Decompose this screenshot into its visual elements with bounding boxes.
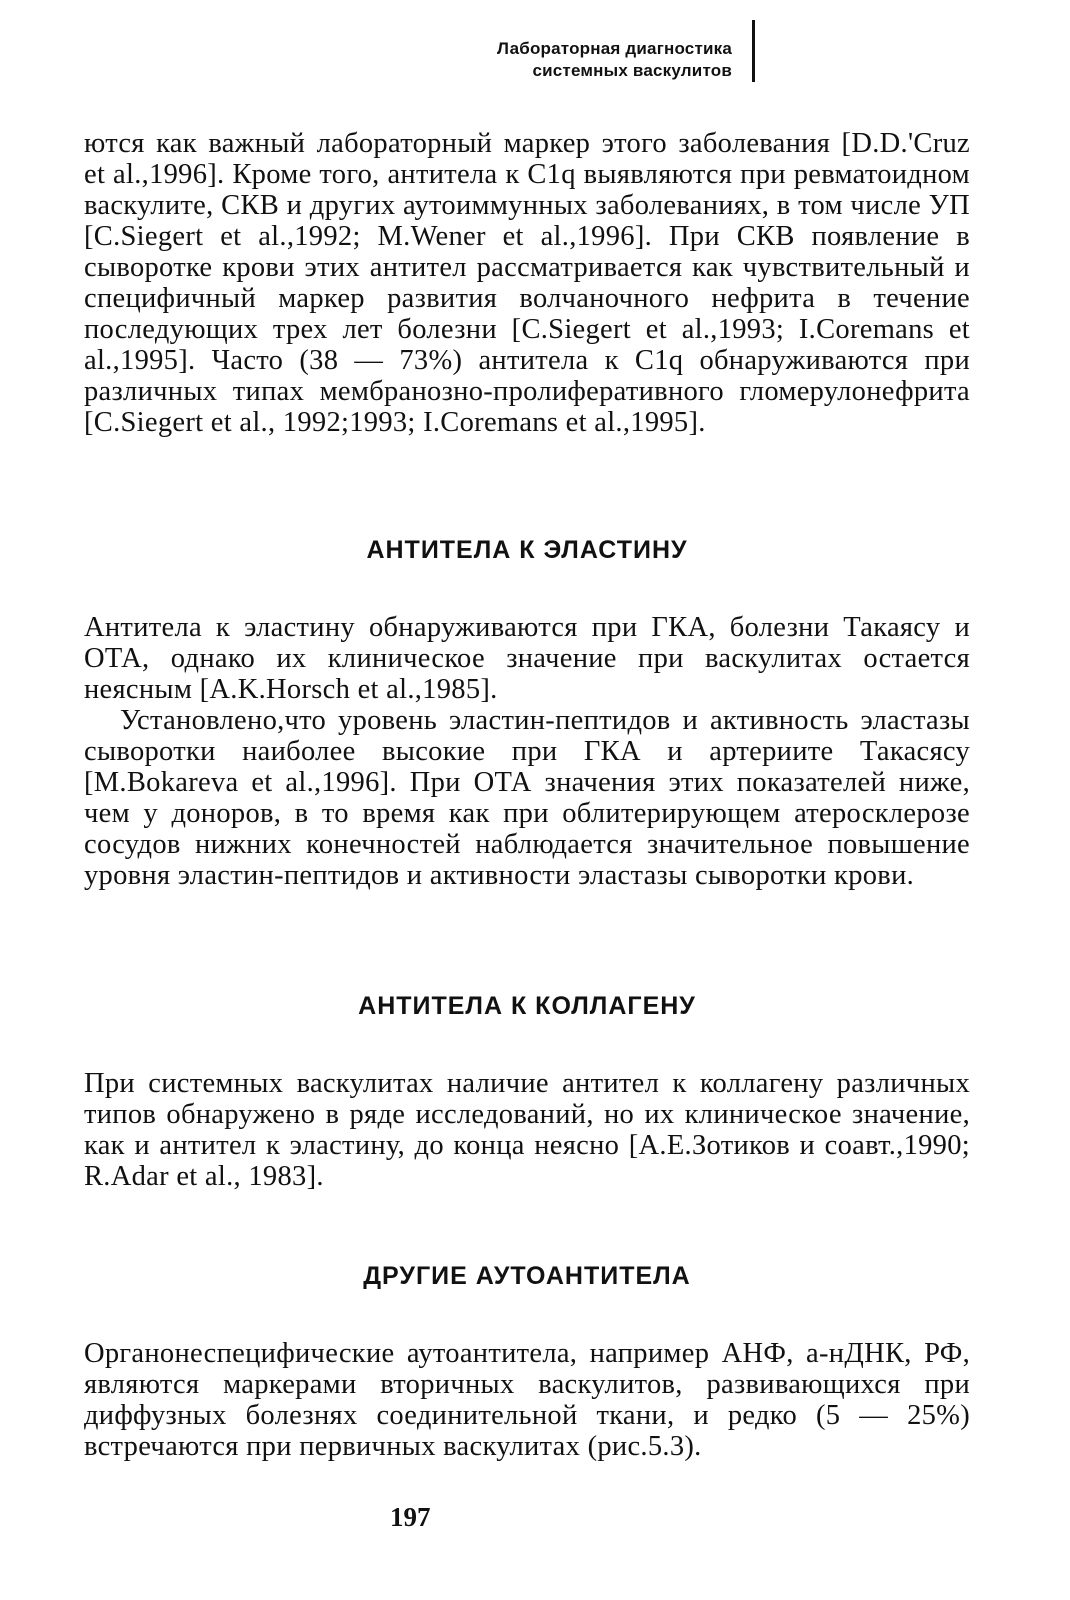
- section-heading-elastin: АНТИТЕЛА К ЭЛАСТИНУ: [366, 536, 688, 564]
- elastin-paragraph-1: Антитела к эластину обнаруживаются при ГКА, болезни Такаясу и ОТА, однако их клиническое значение при васкулитах остается неясным [A.K.Horsch et al.,1985].: [84, 612, 970, 705]
- intro-paragraph: ются как важный лабораторный маркер этого заболевания [D.D.'Cruz et al.,1996]. Кроме того, антитела к С1q выявляются при ревматоидном васкулите, СКВ и других аутоиммунных заболеваниях, в том числе УП [C.Siegert et al.,1992; M.Wener et al.,1996]. При СКВ появление в сыворотке крови этих антител рассматривается как чувствительный и специфичный маркер развития волчаночного нефрита в течение последующих трех лет болезни [C.Siegert et al.,1993; I.Coremans et al.,1995]. Часто (38 — 73%) антитела к С1q обнаруживаются при различных типах мембранозно-пролиферативного гломерулонефрита [C.Siegert et al., 1992;1993; I.Coremans et al.,1995].: [84, 128, 970, 438]
- other-paragraph-1: Органонеспецифические аутоантитела, например АНФ, а-нДНК, РФ, являются маркерами вторичных васкулитов, развивающихся при диффузных болезнях соединительной ткани, и редко (5 — 25%) встречаются при первичных васкулитах (рис.5.3).: [84, 1338, 970, 1462]
- section-heading-other: ДРУГИЕ АУТОАНТИТЕЛА: [363, 1262, 691, 1290]
- collagen-paragraph-1: При системных васкулитах наличие антител к коллагену различных типов обнаружено в ряде исследований, но их клиническое значение, как и антител к эластину, до конца неясно [А.Е.Зотиков и соавт.,1990; R.Adar et al., 1983].: [84, 1068, 970, 1192]
- running-head-line-1: Лабораторная диагностика: [497, 39, 732, 58]
- running-head: [497, 38, 732, 82]
- section-other-body: [84, 1338, 970, 1462]
- intro-block: [84, 128, 970, 438]
- section-heading-collagen: АНТИТЕЛА К КОЛЛАГЕНУ: [358, 992, 696, 1020]
- section-elastin-body: [84, 612, 970, 891]
- page-number: 197: [390, 1502, 431, 1532]
- elastin-paragraph-2: Установлено,что уровень эластин-пептидов и активность эластазы сыворотки наиболее высокие при ГКА и артериите Такасясу [M.Bokareva et al.,1996]. При ОТА значения этих показателей ниже, чем у доноров, в то время как при облитерирующем атеросклерозе сосудов нижних конечностей наблюдается значительное повышение уровня эластин-пептидов и активности эластазы сыворотки крови.: [84, 705, 970, 891]
- running-head-rule: [752, 20, 755, 82]
- running-head-line-2: системных васкулитов: [532, 61, 732, 80]
- section-collagen-body: [84, 1068, 970, 1192]
